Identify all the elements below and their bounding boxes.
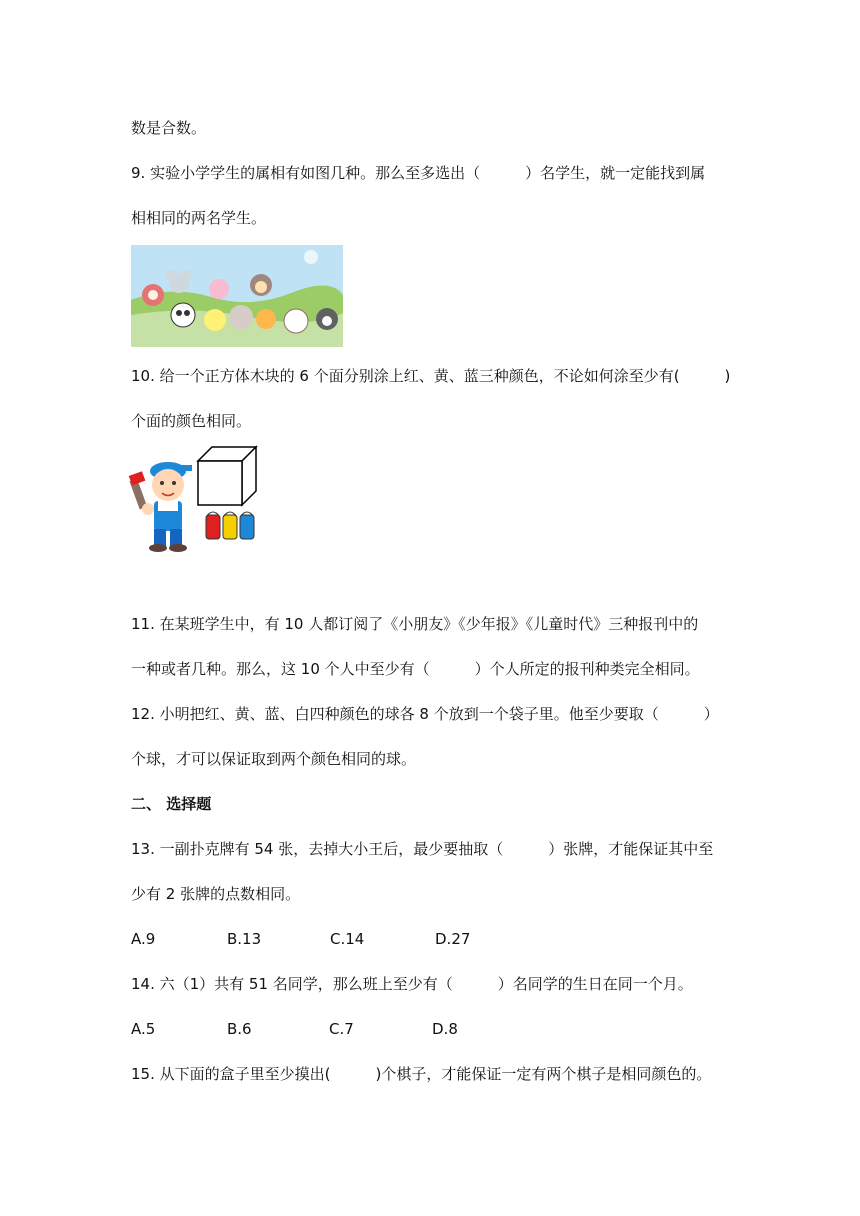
option-b: B.13	[227, 930, 262, 948]
option-d: D.8	[432, 1020, 458, 1038]
text-line: 数是合数。	[131, 119, 207, 137]
question-10-cont: 个面的颜色相同。	[131, 412, 252, 430]
question-10: 10. 给一个正方体木块的 6 个面分别涂上红、黄、蓝三种颜色，不论如何涂至少有( )	[131, 367, 731, 385]
option-c: C.14	[330, 930, 365, 948]
question-11: 11. 在某班学生中，有 10 人都订阅了《小朋友》《少年报》《儿童时代》三种报刊中的	[131, 615, 699, 633]
question-14-options	[131, 1019, 731, 1039]
question-9: 9. 实验小学学生的属相有如图几种。那么至多选出（ ）名学生，就一定能找到属	[131, 164, 706, 182]
zodiac-animals-illustration	[131, 245, 343, 347]
question-13-options	[131, 929, 731, 949]
question-11-cont: 一种或者几种。那么，这 10 个人中至少有（ ）个人所定的报刊种类完全相同。	[131, 660, 700, 678]
question-9-cont: 相相同的两名学生。	[131, 209, 267, 227]
section-heading: 二、 选择题	[131, 795, 212, 813]
option-a: A.9	[131, 930, 156, 948]
question-12: 12. 小明把红、黄、蓝、白四种颜色的球各 8 个放到一个袋子里。他至少要取（ ）	[131, 705, 719, 723]
question-14: 14. 六（1）共有 51 名同学，那么班上至少有（ ）名同学的生日在同一个月。	[131, 975, 693, 993]
question-13-cont: 少有 2 张牌的点数相同。	[131, 885, 301, 903]
question-12-cont: 个球，才可以保证取到两个颜色相同的球。	[131, 750, 417, 768]
option-b: B.6	[227, 1020, 252, 1038]
painter-boy-with-cube-illustration	[128, 443, 258, 553]
question-13: 13. 一副扑克牌有 54 张，去掉大小王后，最少要抽取（ ）张牌，才能保证其中至	[131, 840, 714, 858]
option-a: A.5	[131, 1020, 156, 1038]
option-c: C.7	[329, 1020, 354, 1038]
question-15: 15. 从下面的盒子里至少摸出( )个棋子，才能保证一定有两个棋子是相同颜色的。	[131, 1065, 712, 1083]
option-d: D.27	[435, 930, 471, 948]
